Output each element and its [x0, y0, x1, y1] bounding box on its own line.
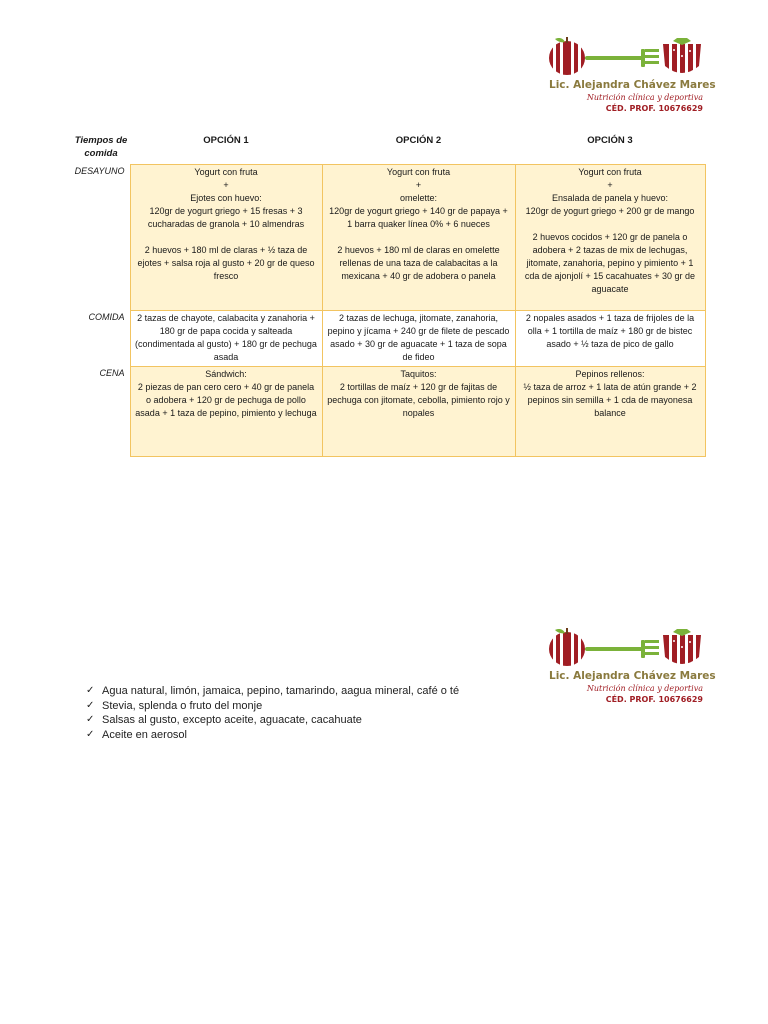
meal-option-cell [130, 366, 322, 456]
list-item [86, 713, 459, 728]
meal-time-label: CENA [99, 368, 125, 378]
meal-option-line: + [607, 179, 613, 190]
list-item [86, 728, 459, 743]
table-header-row [72, 134, 705, 164]
meal-option-cell [322, 366, 515, 456]
list-item [86, 699, 459, 714]
meal-option-cell [322, 310, 515, 366]
brand-logo [545, 36, 716, 116]
checkmark-icon: ✓ [86, 728, 95, 740]
fork-icon [585, 49, 659, 67]
header-option-1: OPCIÓN 1 [203, 135, 249, 146]
meal-option-cell [130, 164, 322, 310]
header-meal-time: Tiempos de comida [74, 135, 128, 159]
logo-name: Lic. Alejandra Chávez Mares [549, 670, 716, 682]
meal-option-line: Ejotes con huevo: [190, 192, 262, 203]
meal-time-label: COMIDA [88, 312, 125, 322]
list-item-text: Salsas al gusto, excepto aceite, aguacate, cacahuate [102, 714, 362, 726]
meal-plan-table [72, 134, 706, 457]
meal-option-line [327, 231, 511, 244]
list-item-text: Stevia, splenda o fruto del monje [102, 699, 263, 712]
meal-option-cell [515, 164, 705, 310]
allowed-items-list [86, 684, 459, 742]
meal-option-line: 2 tazas de chayote, calabacita y zanahoria + 180 gr de papa cocida y salteada (condimentada al gusto) + 180 gr de pechuga asada [135, 312, 317, 362]
logo-name: Lic. Alejandra Chávez Mares [549, 79, 716, 91]
checkmark-icon: ✓ [86, 714, 95, 725]
meal-option-line: omelette: [399, 192, 438, 203]
fork-icon [585, 640, 659, 658]
meal-option-line: 2 piezas de pan cero cero + 40 gr de panela o adobera + 120 gr de pechuga de pollo asada + 1 taza de pepino, pimiento y lechuga [135, 381, 317, 418]
table-row [72, 366, 705, 456]
meal-option-line: 2 tazas de lechuga, jitomate, zanahoria, pepino y jícama + 240 gr de filete de pescado asado + 30 gr de aguacate + 1 taza de sopa de fideo [327, 312, 510, 362]
logo-subtitle: Nutrición clínica y deportiva [586, 93, 703, 102]
header-option-3: OPCIÓN 3 [587, 135, 633, 146]
strawberry-icon [663, 38, 701, 78]
strawberry-icon [663, 629, 701, 669]
logo-license: CÉD. PROF. 10676629 [605, 104, 703, 113]
meal-option-cell [322, 164, 515, 310]
meal-option-line: Pepinos rellenos: [575, 368, 645, 379]
meal-option-cell [515, 310, 705, 366]
apple-fork-icon [545, 36, 705, 78]
checkmark-icon: ✓ [86, 699, 95, 711]
meal-time-label: DESAYUNO [74, 166, 125, 176]
brand-logo-secondary [545, 627, 716, 707]
meal-option-cell [515, 366, 705, 456]
list-item-text: Agua natural, limón, jamaica, pepino, tamarindo, aagua mineral, café o té [102, 685, 460, 697]
checkmark-icon: ✓ [86, 685, 95, 696]
table-row [72, 310, 705, 366]
meal-option-line: 120gr de yogurt griego + 200 gr de mango [525, 205, 695, 216]
meal-option-line [135, 231, 318, 244]
table-row [72, 164, 705, 310]
meal-option-line [520, 218, 701, 231]
list-item [86, 684, 459, 699]
list-item-text: Aceite en aerosol [102, 728, 187, 741]
meal-option-line: 120gr de yogurt griego + 15 fresas + 3 cucharadas de granola + 10 almendras [147, 205, 305, 229]
meal-option-line: Sándwich: [205, 368, 247, 379]
meal-option-line: 2 huevos + 180 ml de claras en omelette rellenas de una taza de calabacitas a la mexicana + 40 gr de adobera o panela [337, 244, 500, 281]
meal-option-cell [130, 310, 322, 366]
meal-option-line: Taquitos: [400, 368, 437, 379]
meal-option-line: 120gr de yogurt griego + 140 gr de papaya + 1 barra quaker línea 0% + 6 nueces [329, 205, 508, 229]
logo-subtitle: Nutrición clínica y deportiva [586, 684, 703, 693]
meal-option-line: + [223, 179, 229, 190]
header-option-2: OPCIÓN 2 [395, 135, 442, 146]
meal-option-line: 2 huevos + 180 ml de claras + ½ taza de ejotes + salsa roja al gusto + 20 gr de queso fresco [137, 244, 315, 281]
meal-option-line: 2 tortillas de maíz + 120 gr de fajitas de pechuga con jitomate, cebolla, pimiento rojo y nopales [327, 381, 510, 418]
apple-icon [549, 628, 585, 667]
meal-option-line: Yogurt con fruta [578, 166, 642, 177]
logo-license: CÉD. PROF. 10676629 [605, 695, 703, 704]
apple-fork-icon [545, 627, 705, 669]
meal-option-line: 2 huevos cocidos + 120 gr de panela o adobera + 2 tazas de mix de lechugas, jitomate, zanahoria, pepino y pimiento + 1 cda de ajonjolí + 15 cacahuates + 30 gr de aguacate [524, 231, 696, 294]
apple-icon [549, 37, 585, 76]
meal-option-line: 2 nopales asados + 1 taza de frijoles de la olla + 1 tortilla de maíz + 180 gr de bistec asado + ½ taza de pico de gallo [525, 312, 695, 349]
meal-option-line: Ensalada de panela y huevo: [551, 192, 669, 203]
meal-option-line: + [415, 179, 422, 190]
meal-option-line: Yogurt con fruta [194, 166, 258, 177]
meal-option-line: ½ taza de arroz + 1 lata de atún grande + 2 pepinos sin semilla + 1 cda de mayonesa balance [523, 381, 697, 418]
meal-option-line: Yogurt con fruta [386, 166, 451, 177]
